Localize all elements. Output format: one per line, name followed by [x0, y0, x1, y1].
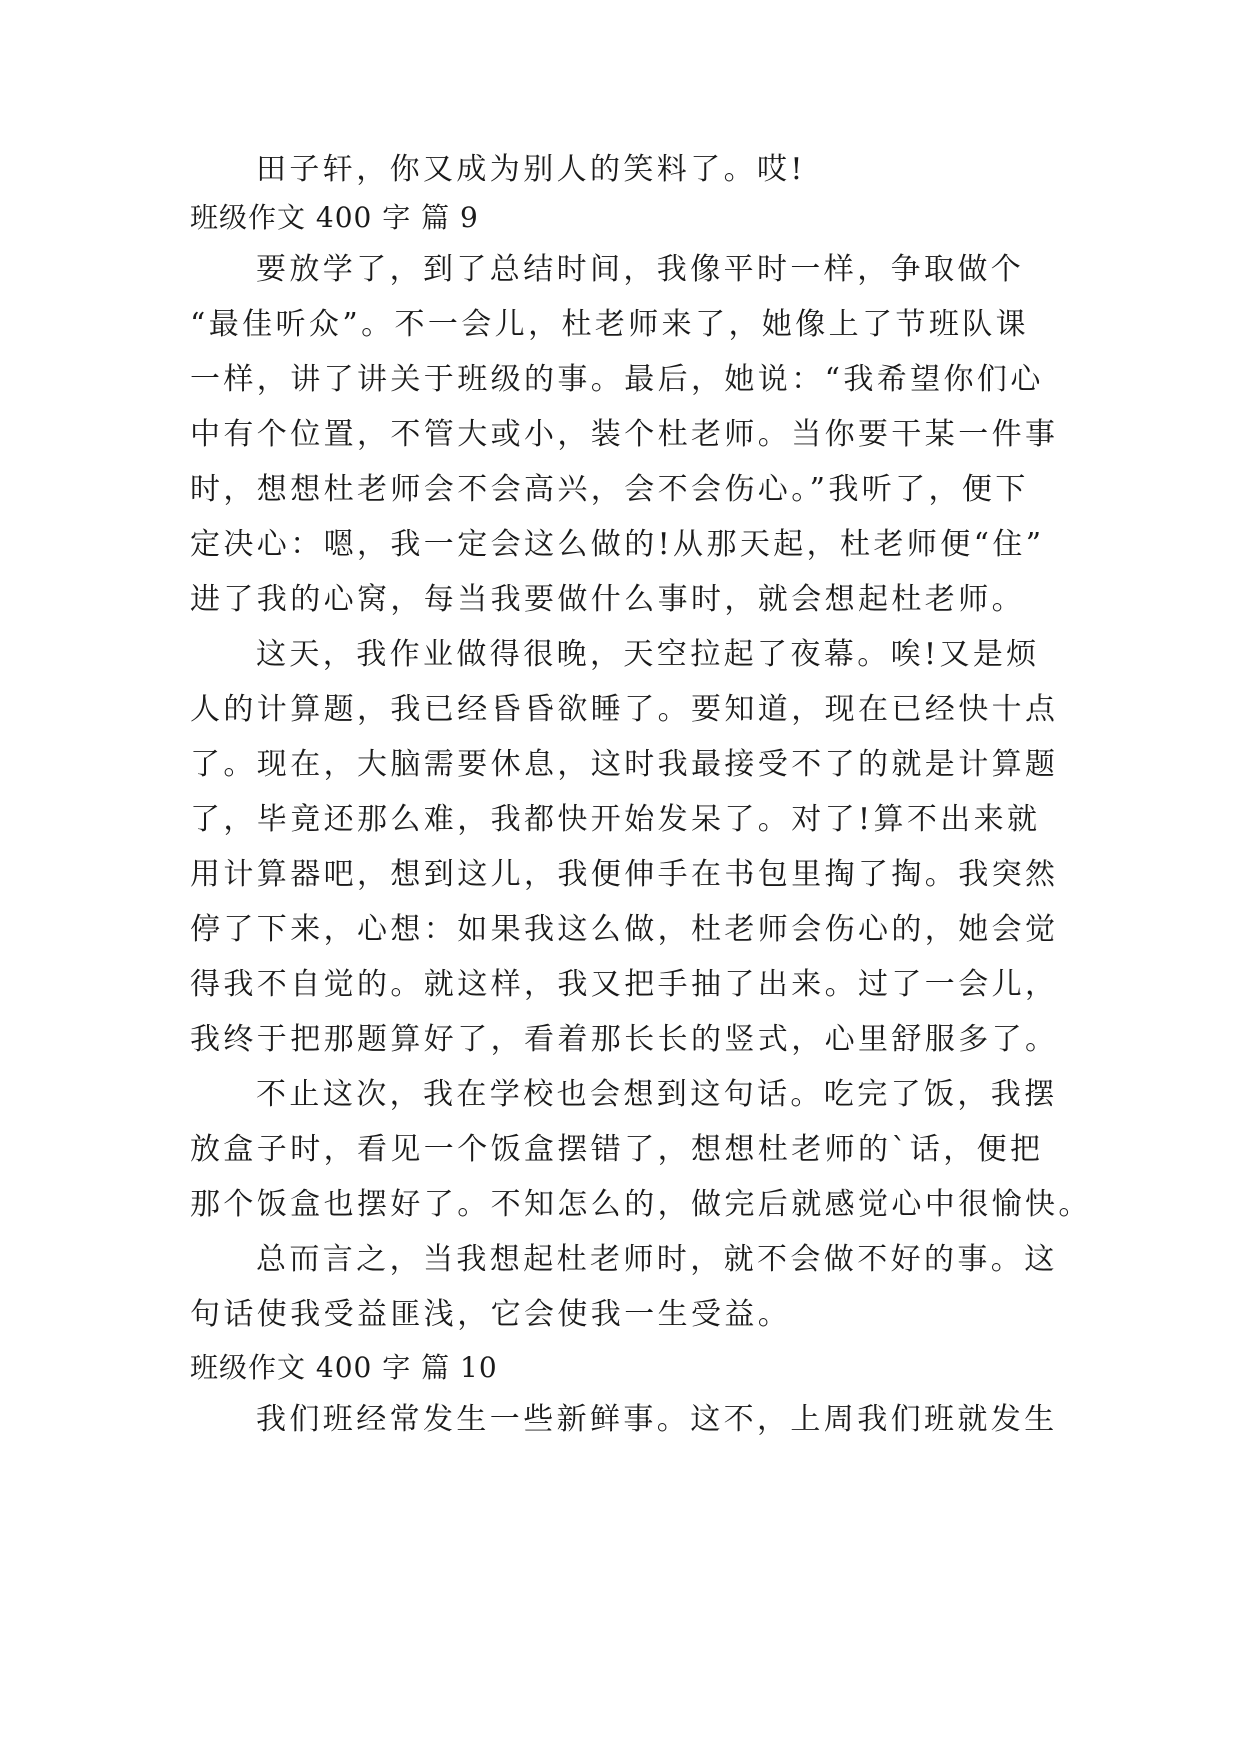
paragraph-line: 时，想想杜老师会不会高兴，会不会伤心。”我听了，便下: [190, 472, 1029, 507]
paragraph-line: 那个饭盒也摆好了。不知怎么的，做完后就感觉心中很愉快。: [190, 1187, 1092, 1222]
paragraph-line: 了。现在，大脑需要休息，这时我最接受不了的就是计算题: [190, 747, 1059, 782]
paragraph-line: 这天，我作业做得很晚，天空拉起了夜幕。唉!又是烦: [256, 637, 1040, 672]
paragraph-line: 人的计算题，我已经昏昏欲睡了。要知道，现在已经快十点: [190, 692, 1059, 727]
section-heading-9: 班级作文 400 字 篇 9: [190, 201, 479, 234]
paragraph-line: 中有个位置，不管大或小，装个杜老师。当你要干某一件事: [190, 417, 1059, 452]
paragraph-line: “最佳听众”。不一会儿，杜老师来了，她像上了节班队课: [190, 307, 1030, 342]
paragraph-line: 停了下来，心想：如果我这么做，杜老师会伤心的，她会觉: [190, 912, 1059, 947]
paragraph-line: 进了我的心窝，每当我要做什么事时，就会想起杜老师。: [190, 582, 1025, 617]
paragraph-line: 不止这次，我在学校也会想到这句话。吃完了饭，我摆: [256, 1077, 1058, 1112]
paragraph-line: 定决心：嗯，我一定会这么做的!从那天起，杜老师便“住”: [190, 527, 1045, 562]
paragraph-line: 一样，讲了讲关于班级的事。最后，她说：“我希望你们心: [190, 362, 1044, 397]
paragraph-line: 句话使我受益匪浅，它会使我一生受益。: [190, 1297, 792, 1332]
paragraph-line: 要放学了，到了总结时间，我像平时一样，争取做个: [256, 252, 1025, 287]
paragraph-line: 我终于把那题算好了，看着那长长的竖式，心里舒服多了。: [190, 1022, 1059, 1057]
paragraph-line: 田子轩，你又成为别人的笑料了。哎!: [256, 152, 806, 187]
paragraph-line: 了，毕竟还那么难，我都快开始发呆了。对了!算不出来就: [190, 802, 1041, 837]
paragraph-line: 我们班经常发生一些新鲜事。这不，上周我们班就发生: [256, 1402, 1058, 1437]
paragraph-line: 得我不自觉的。就这样，我又把手抽了出来。过了一会儿，: [190, 967, 1059, 1002]
paragraph-line: 用计算器吧，想到这儿，我便伸手在书包里掏了掏。我突然: [190, 857, 1059, 892]
paragraph-line: 总而言之，当我想起杜老师时，就不会做不好的事。这: [256, 1242, 1058, 1277]
section-heading-10: 班级作文 400 字 篇 10: [190, 1351, 498, 1384]
paragraph-line: 放盒子时，看见一个饭盒摆错了，想想杜老师的`话，便把: [190, 1132, 1044, 1167]
